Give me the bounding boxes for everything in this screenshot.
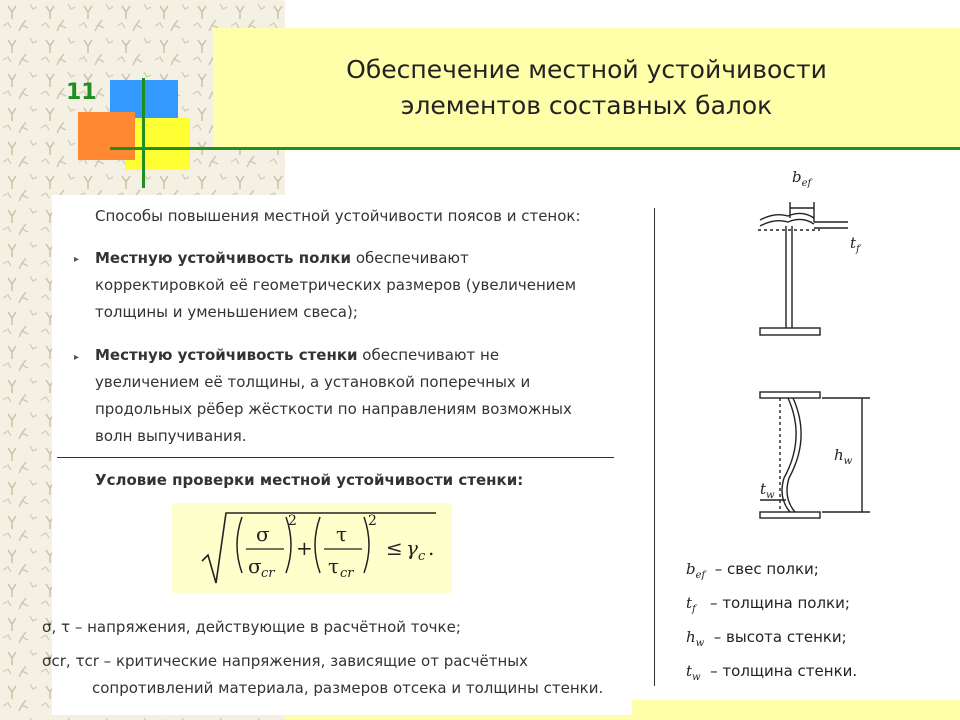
web-buckled [782,398,796,512]
note-2-symbols: σcr, τcr [42,652,99,670]
decor-vertical-line [142,78,145,188]
note-1 [42,614,461,641]
bullet-arrow-icon: ▸ [74,352,80,363]
note-1-symbols: σ, τ [42,618,71,636]
beam-diagram [730,160,900,530]
slide-number: 11 [66,80,97,105]
bottom-flange-2 [760,512,820,518]
bullet-2-line-2: увеличением её толщины, а установкой поперечных и [95,373,531,391]
formula-c-sub: c [418,549,426,564]
decor-orange-square [78,112,135,160]
bullet-2-line-4: волн выпучивания. [95,427,247,445]
formula-paren [315,517,320,573]
formula-cr-sub: cr [261,566,275,581]
formula-sigma: σ [256,522,270,546]
legend-item: $b_{ef}$ – свес полки; [686,560,819,581]
formula-gamma: γ [406,536,418,560]
bullet-2-line-1 [95,342,499,369]
note-2 [42,648,528,675]
vertical-separator [654,208,655,686]
legend-item: $t_w$ – толщина стенки. [686,662,858,683]
bullet-1-line-2: корректировкой её геометрических размеров (увеличением [95,276,577,294]
intro-text: Способы повышения местной устойчивости поясов и стенок: [95,207,581,225]
legend-item: $t_f$ – толщина полки; [686,594,850,615]
bullet-2-rest: обеспечивают не [357,346,500,364]
note-2-text: – критические напряжения, зависящие от расчётных [98,652,529,670]
formula-exp: 2 [368,513,377,529]
bullet-1-rest: обеспечивают [351,249,469,267]
formula-exp: 2 [288,513,297,529]
divider [57,457,614,458]
formula-sigma-cr: σ [248,554,262,578]
note-2-line-2: сопротивлений материала, размеров отсека и толщины стенки. [92,679,604,697]
legend-item: $h_w$ – высота стенки; [686,628,847,649]
formula-plus: + [296,536,313,560]
formula-leq: ≤ [386,536,403,560]
formula-cr-sub: cr [340,566,354,581]
flange-buckled [760,213,814,220]
label-bef: $b_{ef}$ [792,168,812,189]
bullet-1-bold: Местную устойчивость полки [95,249,352,267]
flange-buckled-lower [760,219,814,226]
title-line-1: Обеспечение местной устойчивости [346,55,827,84]
bullet-arrow-icon: ▸ [74,254,80,265]
bullet-2-line-3: продольных рёбер жёсткости по направлениям возможных [95,400,572,418]
label-hw: $h_w$ [834,446,853,467]
bullet-1-line-1 [95,245,469,272]
formula-tau: τ [336,522,348,546]
condition-heading: Условие проверки местной устойчивости стенки: [95,471,524,489]
label-tf: $t_f$ [850,234,860,255]
bullet-2-bold: Местную устойчивость стенки [95,346,358,364]
bullet-1-line-3: толщины и уменьшением свеса); [95,303,358,321]
stability-formula [172,503,452,593]
title-line-2: элементов составных балок [400,91,773,120]
slide-title [213,52,960,124]
top-flange [760,392,820,398]
note-1-text: – напряжения, действующие в расчётной точке; [70,618,461,636]
formula-tau-cr: τ [328,554,340,578]
formula-paren [237,517,242,573]
formula-dot: . [428,536,435,560]
bottom-flange [760,328,820,335]
decor-horizontal-line [110,147,960,150]
label-tw: $t_w$ [760,480,775,501]
